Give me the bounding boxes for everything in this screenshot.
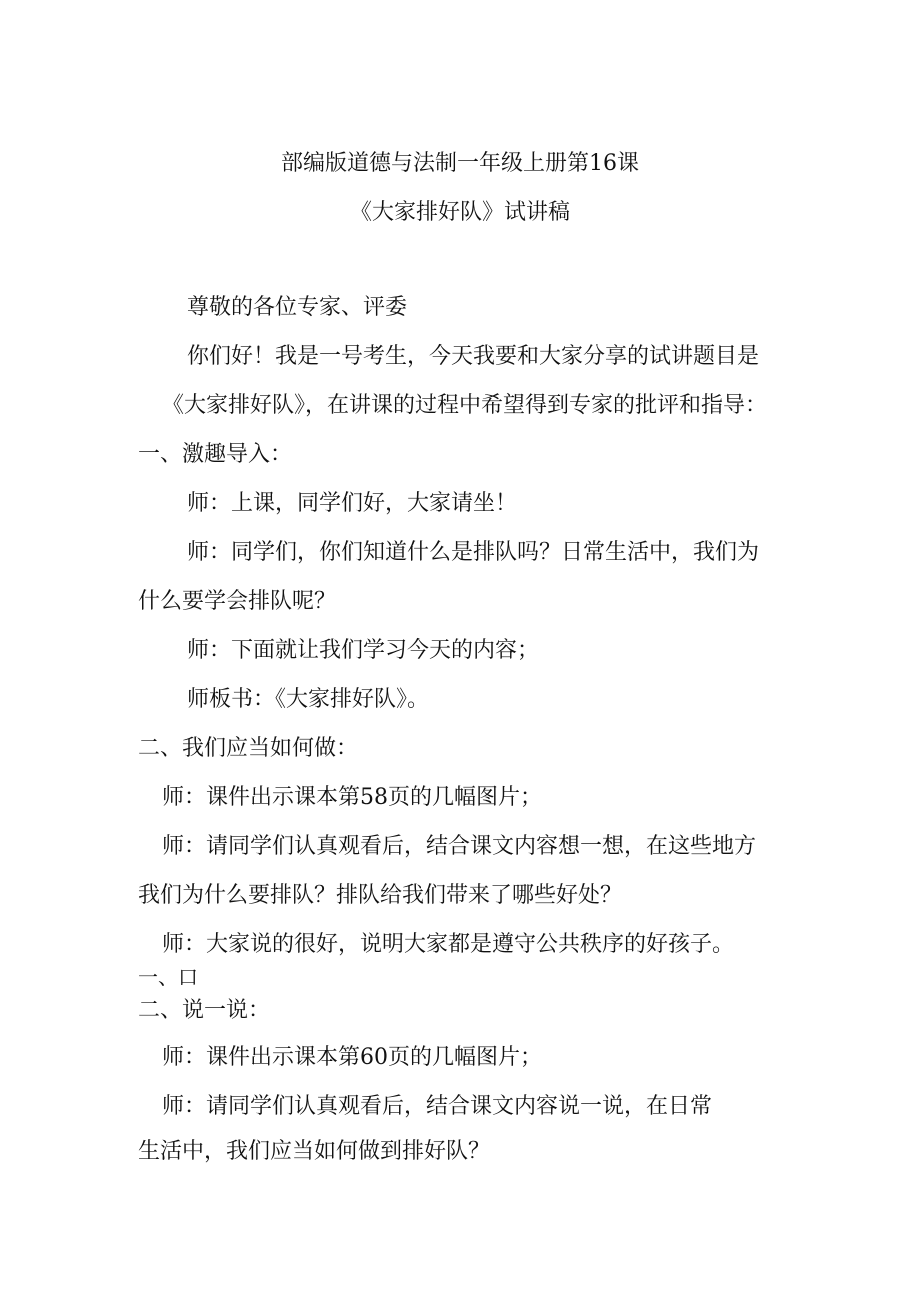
document-subtitle: 《大家排好队》试讲稿 — [349, 200, 570, 225]
greeting: 尊敬的各位专家、评委 — [187, 295, 408, 320]
paragraph-line: 师：下面就让我们学习今天的内容； — [187, 638, 540, 663]
paragraph-line: 师：上课，同学们好，大家请坐！ — [187, 491, 518, 516]
document-title: 部编版道德与法制一年级上册第16课 — [281, 151, 639, 176]
paragraph-line: 什么要学会排队呢？ — [138, 589, 337, 614]
section-heading: 一、口 — [138, 965, 198, 989]
section-heading: 二、说一说： — [138, 998, 271, 1023]
section-heading: 二、我们应当如何做： — [138, 736, 359, 761]
paragraph-line: 师板书：《大家排好队》。 — [187, 687, 430, 712]
paragraph-line: 师：请同学们认真观看后，结合课文内容说一说，在日常 — [162, 1094, 713, 1119]
paragraph-line: 师：同学们，你们知道什么是排队吗？日常生活中，我们为 — [187, 540, 760, 565]
paragraph-line: 我们为什么要排队？排队给我们带来了哪些好处？ — [138, 883, 623, 908]
section-heading: 一、激趣导入： — [138, 442, 293, 467]
paragraph-line: 师：课件出示课本第60页的几幅图片； — [162, 1045, 542, 1070]
paragraph-line: 师：请同学们认真观看后，结合课文内容想一想，在这些地方 — [162, 834, 757, 859]
paragraph-line: 你们好！我是一号考生，今天我要和大家分享的试讲题目是 — [187, 344, 760, 369]
paragraph-line: 师：大家说的很好，说明大家都是遵守公共秩序的好孩子。 — [162, 932, 735, 957]
paragraph-line: 生活中，我们应当如何做到排好队？ — [138, 1139, 491, 1164]
paragraph-line: 师：课件出示课本第58页的几幅图片； — [162, 785, 542, 810]
paragraph-line: 《大家排好队》，在讲课的过程中希望得到专家的批评和指导： — [162, 393, 768, 418]
